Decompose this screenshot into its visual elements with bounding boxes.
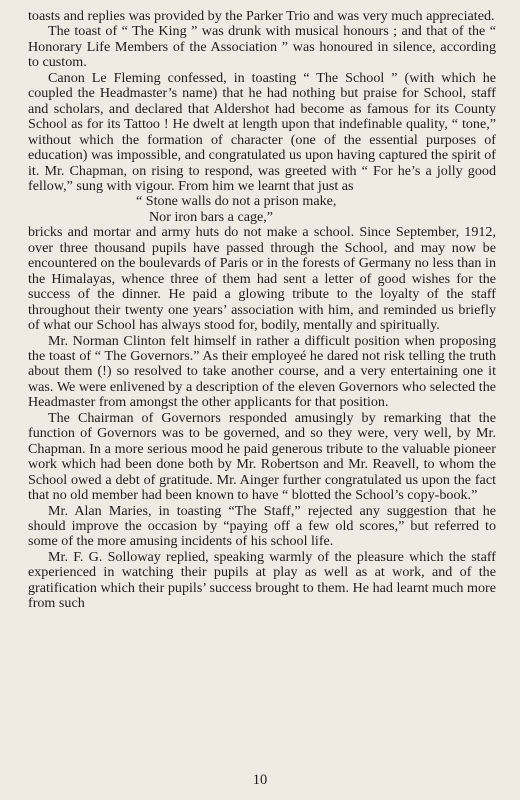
page-number: 10 (252, 772, 268, 788)
paragraph-alan-maries: Mr. Alan Maries, in toasting “The Staff,” rejected any suggestion that he should improve the occasion by “paying off a few old scores,” but referred to some of the more amusing incidents of his school life. (28, 502, 496, 550)
paragraph-norman-clinton: Mr. Norman Clinton felt himself in rather a difficult position when proposing the toast of “ The Governors.” As their employeé he dared not risk telling the truth about them (!) so resolved to take another course, and a very entertaining one it was. We were enlivened by a description of the eleven Governors who selected the Headmaster from amongst the other applicants for that position. (28, 332, 496, 411)
verse-quotation (28, 194, 496, 225)
paragraph-solloway: Mr. F. G. Solloway replied, speaking warmly of the pleasure which the staff experienced in watching their pupils at play as well as at work, and of the gratification which their pupils’ success brought to them. He had learnt much more from such (28, 548, 496, 612)
verse-line: “ Stone walls do not a prison make, (136, 193, 337, 210)
paragraph-bricks-mortar: bricks and mortar and army huts do not make a school. Since September, 1912, over three thousand pupils have passed through the School, and may now be encountered on the boulevards of Paris or in the forests of Germany no less than in the Himalayas, whence three of them had sent a letter of good wishes for the success of the dinner. He paid a glowing tribute to the loyalty of the staff throughout their twenty one years’ association with him, and reminded us briefly of what our School has always stood for, bodily, mentally and spiritually. (28, 224, 496, 334)
paragraph-chairman-governors: The Chairman of Governors responded amusingly by remarking that the function of Governors was to be governed, and so they were, very well, by Mr. Chapman. In a more serious mood he paid generous tribute to the valuable pioneer work which had been done both by Mr. Robertson and Mr. Reavell, to whom the School owed a debt of gratitude. Mr. Ainger further congratulated us upon the fact that no old member had been known to have “ blotted the School’s copy-book.” (28, 409, 496, 504)
paragraph-canon-le-fleming: Canon Le Fleming confessed, in toasting “ The School ” (with which he coupled the Headmaster’s name) that he had nothing but praise for School, staff and scholars, and declared that Aldershot had become as famous for its County School as for its Tattoo ! He dwelt at length upon that indefinable quality, “ tone,” without which the formation of character (one of the essential purposes of education) was impossible, and congratulated us upon having captured the spirit of it. Mr. Chapman, on rising to respond, was greeted with “ For he’s a jolly good fellow,” sung with vigour. From him we learnt that just as (28, 69, 496, 194)
verse-line: Nor iron bars a cage,” (149, 208, 274, 225)
paragraph-king-toast: The toast of “ The King ” was drunk with musical honours ; and that of the “ Honorary Life Members of the Association ” was honoured in silence, according to custom. (28, 23, 496, 71)
paragraph-toasts-replies: toasts and replies was provided by the Parker Trio and was very much appreciated. (28, 8, 495, 24)
